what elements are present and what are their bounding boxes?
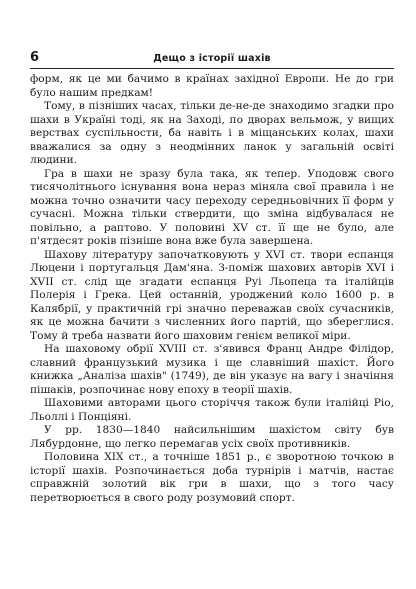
book-page: [30, 48, 394, 505]
running-title: Дещо з історії шахів: [153, 53, 271, 64]
body-text: [30, 73, 394, 505]
page-header: [30, 48, 394, 69]
page-number: 6: [30, 50, 40, 65]
paragraph: Шаховими авторами цього сторіччя також були італійці Ріо, Льоллі і Понціяні.: [30, 397, 394, 423]
paragraph: У рр. 1830—1840 найсильнішим шахістом світу був Лябурдонне, що легко перемагав усіх своїх противників.: [30, 424, 394, 450]
paragraph: На шаховому обрії XVIII ст. з'явився Франц Андре Філідор, славний французький музика і ще славніший шахіст. Його книжка „Аналіза шахів" (1749), де він указує на вагу і значіння пішаків, розпочинає нову епоху в теорії шахів.: [30, 343, 394, 396]
paragraph: Тому, в пізніших часах, тільки де-не-де знаходимо згадки про шахи в Україні тоді, як на Заході, по дворах вельмож, у вищих верствах суспільности, ба навіть і в міщанських колах, шахи вважалися за одну з неодмінних ланок у загальній освіті людини.: [30, 100, 394, 166]
paragraph: Гра в шахи не зразу була така, як тепер. Уподовж свого тисячолітнього існування вона нераз міняла свої правила і не можна точно означити часу переходу середньовічних її форм у сучасні. Можна тільки ствердити, що зміна відбувалася не повільно, а раптово. У половині XV ст. її ще не було, але п'ятдесят років пізніше вона вже була завершена.: [30, 167, 394, 247]
paragraph: Половина XIX ст., а точніше 1851 р., є зворотною точкою в історії шахів. Розпочинається доба турнірів і матчів, настає справжній золотий вік гри в шахи, що з того часу перетворюється в свого роду розумовий спорт.: [30, 451, 394, 504]
paragraph: Шахову літературу започатковують у XVI ст. твори еспанця Люцени і португальця Дам'яна. З-поміж шахових авторів XVI і XVII ст. слід ще згадати еспанця Руі Льопеца та італійців Полерія і Грека. Цей останній, уроджений коло 1600 р. в Калябрії, у практичній грі значно переважав своїх сучасників, як це можна бачити з численних його партій, що збереглися. Тому й треба назвати його шаховим генієм великої міри.: [30, 248, 394, 342]
paragraph: форм, як це ми бачимо в країнах західної Европи. Не до гри було нашим предкам!: [30, 73, 394, 99]
